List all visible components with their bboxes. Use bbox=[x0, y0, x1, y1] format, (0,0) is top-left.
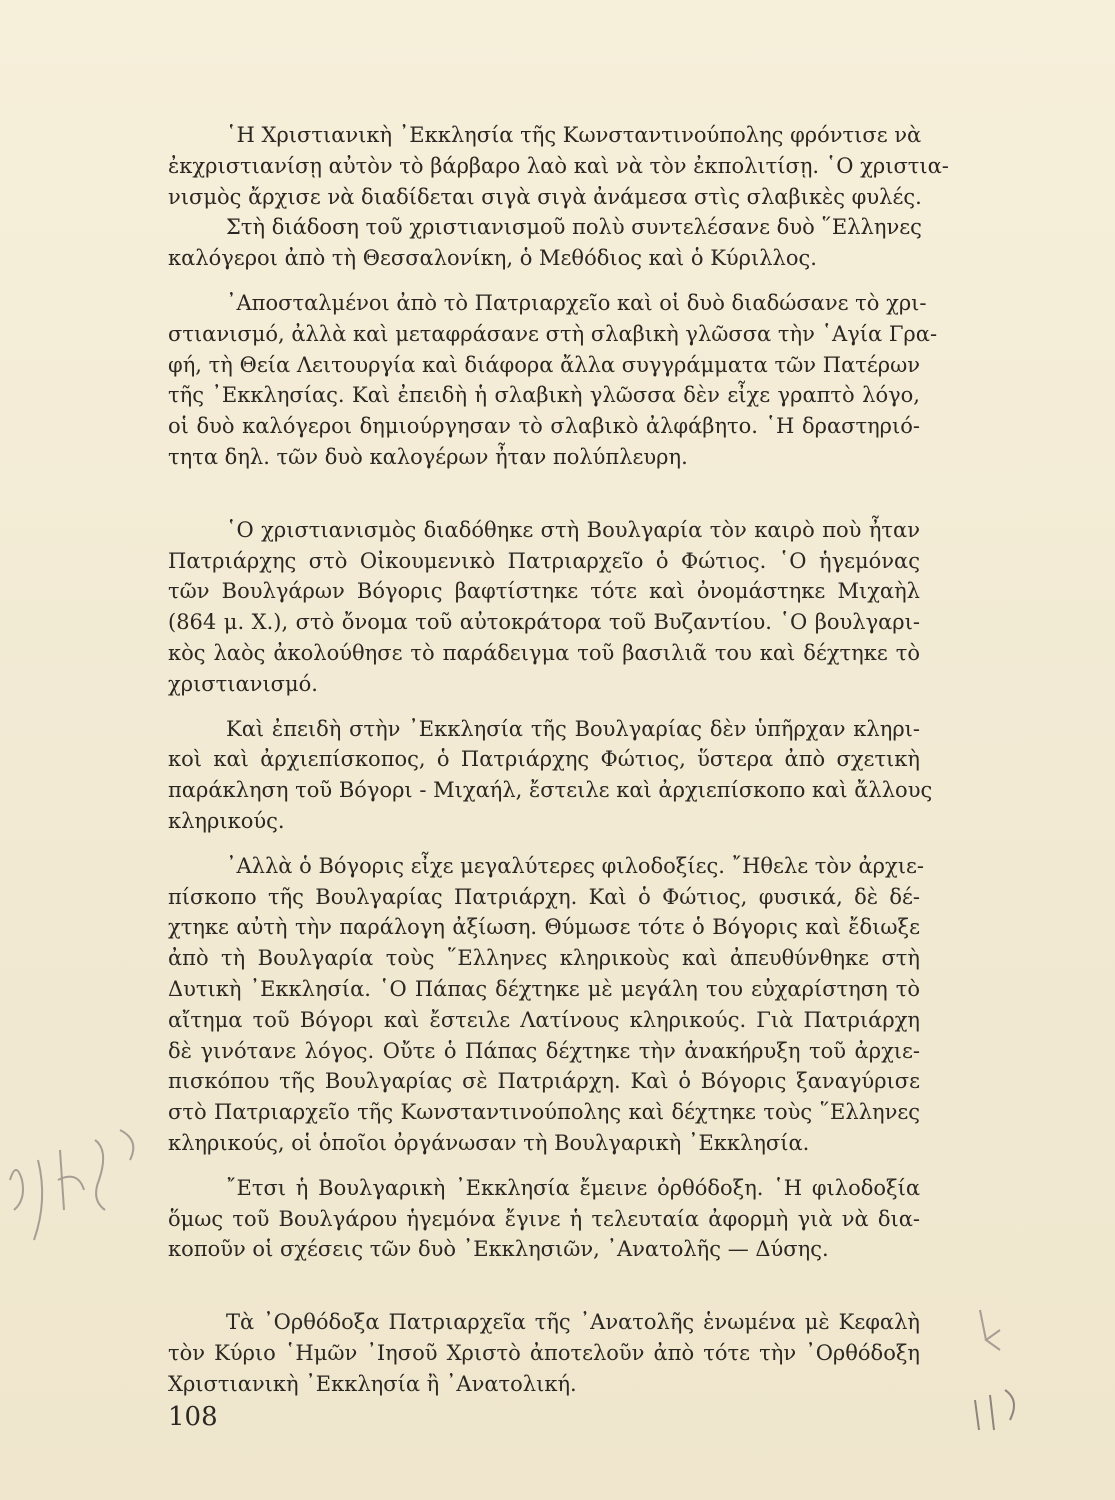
text-line: κοποῦν οἱ σχέσεις τῶν δυὸ ᾿Εκκλησιῶν, ᾿Ανατολῆς — Δύσης. bbox=[168, 1237, 829, 1262]
page-number: 108 bbox=[168, 1402, 218, 1432]
text-line: ᾿Αλλὰ ὁ Βόγορις εἶχε μεγαλύτερες φιλοδοξίες. ῎Ηθελε τὸν ἀρχιε- bbox=[226, 853, 924, 878]
text-line: κὸς λαὸς ἀκολούθησε τὸ παράδειγμα τοῦ βασιλιᾶ του καὶ δέχτηκε τὸ bbox=[168, 640, 920, 665]
text-line: τῆς ᾿Εκκλησίας. Καὶ ἐπειδὴ ἡ σλαβικὴ γλῶσσα δὲν εἶχε γραπτὸ λόγο, bbox=[168, 383, 920, 408]
text-line: χτηκε αὐτὴ τὴν παράλογη ἀξίωση. Θύμωσε τότε ὁ Βόγορις καὶ ἔδιωξε bbox=[168, 915, 920, 940]
text-line: Πατριάρχης στὸ Οἰκουμενικὸ Πατριαρχεῖο ὁ Φώτιος. ῾Ο ἡγεμόνας bbox=[168, 548, 920, 573]
text-line: παράκληση τοῦ Βόγορι - Μιχαήλ, ἔστειλε καὶ ἀρχιεπίσκοπο καὶ ἄλλους bbox=[168, 778, 933, 803]
handwritten-margin-mark-left bbox=[0, 1120, 150, 1280]
text-line: τῶν Βουλγάρων Βόγορις βαφτίστηκε τότε καὶ ὀνομάστηκε Μιχαὴλ bbox=[168, 579, 920, 604]
text-line: στὸ Πατριαρχεῖο τῆς Κωνσταντινούπολης καὶ δέχτηκε τοὺς ῞Ελληνες bbox=[168, 1100, 920, 1125]
text-line: ᾿Αποσταλμένοι ἀπὸ τὸ Πατριαρχεῖο καὶ οἱ δυὸ διαδώσανε τὸ χρι- bbox=[226, 290, 927, 315]
text-line: δὲ γινότανε λόγος. Οὔτε ὁ Πάπας δέχτηκε τὴν ἀνακήρυξη τοῦ ἀρχιε- bbox=[168, 1038, 920, 1063]
text-line: στιανισμό, ἀλλὰ καὶ μεταφράσανε στὴ σλαβικὴ γλῶσσα τὴν ῾Αγία Γρα- bbox=[168, 321, 938, 346]
text-line: κληρικούς. bbox=[168, 808, 285, 833]
text-line: χριστιανισμό. bbox=[168, 671, 318, 696]
text-line: πίσκοπο τῆς Βουλγαρίας Πατριάρχη. Καὶ ὁ Φώτιος, φυσικά, δὲ δέ- bbox=[168, 884, 920, 909]
handwritten-margin-mark-right bbox=[960, 1290, 1070, 1440]
text-line: ῎Ετσι ἡ Βουλγαρικὴ ᾿Εκκλησία ἔμεινε ὀρθόδοξη. ῾Η φιλοδοξία bbox=[226, 1175, 920, 1200]
text-line: Χριστιανικὴ ᾿Εκκλησία ἢ ᾿Ανατολική. bbox=[168, 1371, 577, 1396]
text-line: τὸν Κύριο ῾Ημῶν ᾿Ιησοῦ Χριστὸ ἀποτελοῦν ἀπὸ τότε τὴν ᾿Ορθόδοξη bbox=[168, 1340, 920, 1365]
text-line: τητα δηλ. τῶν δυὸ καλογέρων ἦταν πολύπλευρη. bbox=[168, 444, 688, 469]
text-line: ὅμως τοῦ Βουλγάρου ἡγεμόνα ἔγινε ἡ τελευταία ἀφορμὴ γιὰ νὰ δια- bbox=[168, 1206, 920, 1231]
text-line: καλόγεροι ἀπὸ τὴ Θεσσαλονίκη, ὁ Μεθόδιος καὶ ὁ Κύριλλος. bbox=[168, 246, 817, 271]
text-line: κληρικούς, οἱ ὁποῖοι ὀργάνωσαν τὴ Βουλγαρικὴ ᾿Εκκλησία. bbox=[168, 1130, 810, 1155]
text-line: φή, τὴ Θεία Λειτουργία καὶ διάφορα ἄλλα συγγράμματα τῶν Πατέρων bbox=[168, 352, 920, 377]
text-line: Στὴ διάδοση τοῦ χριστιανισμοῦ πολὺ συντελέσανε δυὸ ῞Ελληνες bbox=[226, 215, 922, 240]
text-line: Δυτικὴ ᾿Εκκλησία. ῾Ο Πάπας δέχτηκε μὲ μεγάλη του εὐχαρίστηση τὸ bbox=[168, 976, 920, 1001]
body-text bbox=[168, 120, 949, 1399]
text-line: Καὶ ἐπειδὴ στὴν ᾿Εκκλησία τῆς Βουλγαρίας δὲν ὑπῆρχαν κληρι- bbox=[226, 716, 920, 741]
text-line: πισκόπου τῆς Βουλγαρίας σὲ Πατριάρχη. Καὶ ὁ Βόγορις ξαναγύρισε bbox=[168, 1069, 920, 1094]
text-line: (864 μ. Χ.), στὸ ὄνομα τοῦ αὐτοκράτορα τοῦ Βυζαντίου. ῾Ο βουλγαρι- bbox=[168, 610, 920, 635]
text-line: αἴτημα τοῦ Βόγορι καὶ ἔστειλε Λατίνους κληρικούς. Γιὰ Πατριάρχη bbox=[168, 1007, 920, 1032]
text-line: ῾Ο χριστιανισμὸς διαδόθηκε στὴ Βουλγαρία τὸν καιρὸ ποὺ ἦταν bbox=[226, 517, 920, 542]
text-line: ῾Η Χριστιανικὴ ᾿Εκκλησία τῆς Κωνσταντινούπολης φρόντισε νὰ bbox=[226, 123, 922, 147]
text-line: κοὶ καὶ ἀρχιεπίσκοπος, ὁ Πατριάρχης Φώτιος, ὕστερα ἀπὸ σχετικὴ bbox=[168, 747, 920, 772]
text-line: νισμὸς ἄρχισε νὰ διαδίδεται σιγὰ σιγὰ ἀνάμεσα στὶς σλαβικὲς φυλές. bbox=[168, 184, 922, 209]
text-line: ἀπὸ τὴ Βουλγαρία τοὺς ῞Ελληνες κληρικοὺς καὶ ἀπευθύνθηκε στὴ bbox=[168, 946, 920, 971]
text-line: Τὰ ᾿Ορθόδοξα Πατριαρχεῖα τῆς ᾿Ανατολῆς ἑνωμένα μὲ Κεφαλὴ bbox=[226, 1310, 920, 1335]
text-line: ἐκχριστιανίσῃ αὐτὸν τὸ βάρβαρο λαὸ καὶ νὰ τὸν ἐκπολιτίσῃ. ῾Ο χριστια- bbox=[168, 153, 949, 178]
text-line: οἱ δυὸ καλόγεροι δημιούργησαν τὸ σλαβικὸ ἀλφάβητο. ῾Η δραστηριό- bbox=[168, 414, 920, 439]
